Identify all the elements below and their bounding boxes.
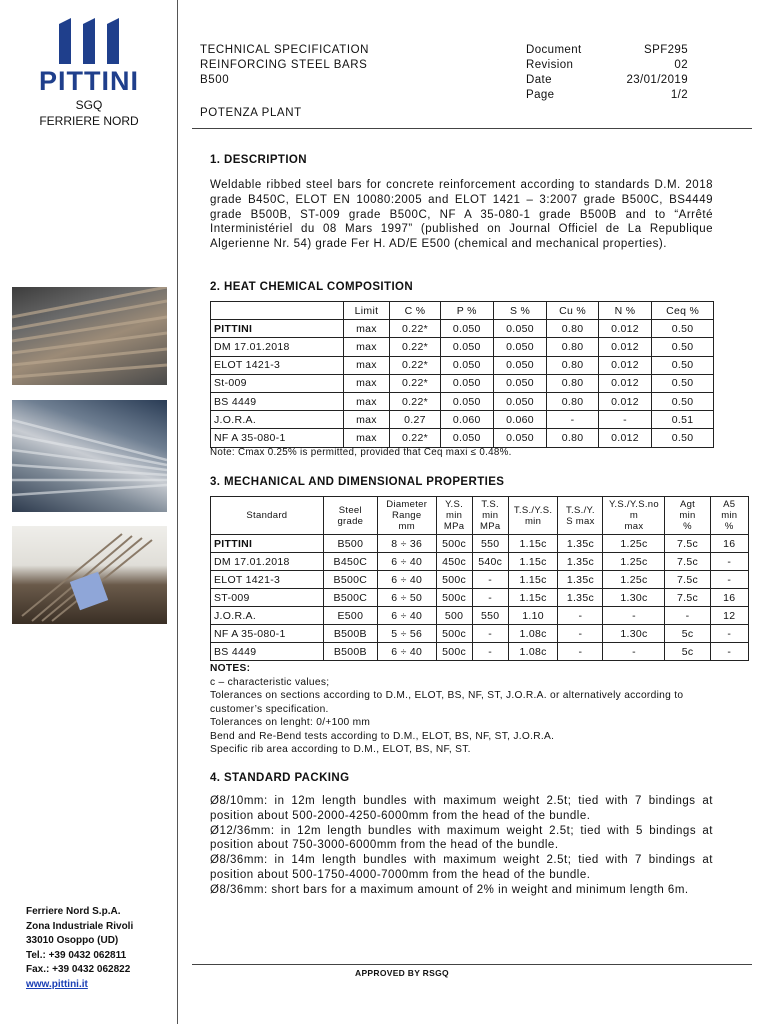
table-row [211, 625, 749, 643]
company-info [26, 905, 133, 992]
table-cell: 0.012 [598, 356, 651, 374]
header-line: m [629, 510, 639, 521]
table-cell: 550 [472, 607, 508, 625]
header-line: Agt [679, 499, 696, 510]
table-header-cell: N % [598, 302, 651, 320]
table-cell: 8 ÷ 36 [377, 535, 436, 553]
table-header-cell [508, 497, 558, 535]
table-cell: 0.050 [440, 374, 493, 392]
table-cell: 0.22* [390, 356, 440, 374]
header-line: Steel [338, 504, 362, 516]
table-cell: 16 [710, 535, 748, 553]
brand-logo [0, 18, 178, 129]
table-cell: 0.050 [493, 320, 546, 338]
table-cell: 7.5c [665, 571, 710, 589]
table-header-cell: Cu % [547, 302, 599, 320]
table-header-cell: P % [440, 302, 493, 320]
table-cell: 12 [710, 607, 748, 625]
table-cell: 1.30c [603, 589, 665, 607]
chemical-note: Note: Cmax 0.25% is permitted, provided that Ceq maxi ≤ 0.48%. [210, 447, 512, 458]
table-header-cell: Ceq % [652, 302, 714, 320]
header-divider [192, 128, 752, 129]
table-cell: B500B [323, 643, 377, 661]
table-cell: 0.050 [440, 320, 493, 338]
table-cell: 7.5c [665, 589, 710, 607]
table-cell: - [472, 589, 508, 607]
meta-row [526, 73, 688, 88]
table-row [211, 643, 749, 661]
doc-title-line-2: REINFORCING STEEL BARS [200, 59, 368, 71]
table-body [211, 535, 749, 661]
table-cell: 5c [665, 625, 710, 643]
table-header-cell [377, 497, 436, 535]
table-cell: 0.50 [652, 338, 714, 356]
table-cell: BS 4449 [211, 392, 344, 410]
table-cell: B500C [323, 589, 377, 607]
table-cell: 1.30c [603, 625, 665, 643]
table-cell: 0.22* [390, 429, 440, 447]
table-cell: 1.35c [558, 571, 603, 589]
packing-text [210, 794, 713, 898]
meta-row [526, 88, 688, 103]
table-cell: 7.5c [665, 553, 710, 571]
table-cell: - [558, 607, 603, 625]
brand-sub-ferriere: FERRIERE NORD [39, 114, 139, 128]
header-line: Diameter [386, 499, 428, 510]
steel-bars-photo-2 [12, 400, 167, 512]
table-cell: 0.22* [390, 392, 440, 410]
header-line: min [482, 510, 499, 521]
table-cell: 0.80 [547, 374, 599, 392]
company-address-1: Zona Industriale Rivoli [26, 920, 134, 932]
table-cell: 0.51 [652, 411, 714, 429]
table-cell: 500c [436, 625, 472, 643]
table-header-row [211, 302, 714, 320]
note-line: c – characteristic values; [210, 676, 330, 688]
mechanical-properties-table [210, 496, 749, 661]
table-cell: 1.15c [508, 535, 558, 553]
table-cell: ST-009 [211, 589, 324, 607]
steel-bars-photo-3 [12, 526, 167, 624]
table-cell: 0.050 [440, 338, 493, 356]
company-name: Ferriere Nord S.p.A. [26, 906, 121, 917]
rebar-bundle-image [12, 526, 167, 624]
table-cell: max [343, 392, 390, 410]
table-cell: B500B [323, 625, 377, 643]
doc-meta-block [526, 43, 688, 103]
table-cell: 0.27 [390, 411, 440, 429]
table-cell: 0.80 [547, 392, 599, 410]
header-line: T.S. [481, 499, 499, 510]
table-cell: 1.15c [508, 571, 558, 589]
table-cell: 5c [665, 643, 710, 661]
table-row [211, 320, 714, 338]
table-cell: max [343, 374, 390, 392]
table-cell: ELOT 1421-3 [211, 356, 344, 374]
table-cell: 0.060 [493, 411, 546, 429]
table-cell: 0.22* [390, 338, 440, 356]
table-cell: E500 [323, 607, 377, 625]
table-row [211, 607, 749, 625]
table-row [211, 589, 749, 607]
meta-label: Page [526, 89, 555, 101]
table-header-cell [710, 497, 748, 535]
header-line: Y.S. [445, 499, 464, 510]
table-cell: ELOT 1421-3 [211, 571, 324, 589]
meta-value: SPF295 [644, 44, 688, 56]
company-tel: Tel.: +39 0432 062811 [26, 949, 127, 961]
table-header-cell: S % [493, 302, 546, 320]
notes-title: NOTES: [210, 663, 251, 674]
header-line: % [724, 521, 734, 532]
table-cell: 7.5c [665, 535, 710, 553]
table-cell: 0.50 [652, 392, 714, 410]
table-cell: 0.050 [493, 429, 546, 447]
table-cell: - [710, 643, 748, 661]
table-cell: 1.15c [508, 553, 558, 571]
table-cell: 0.050 [440, 392, 493, 410]
note-line: Tolerances on lenght: 0/+100 mm [210, 717, 371, 728]
table-cell: 0.50 [652, 429, 714, 447]
header-line: min [524, 515, 542, 527]
meta-label: Date [526, 74, 552, 86]
packing-line: Ø8/10mm: in 12m length bundles with maximum weight 2.5t; tied with 7 bindings at position about 500-2000-4250-6000mm from the head of the bundle. [210, 795, 713, 822]
table-row [211, 356, 714, 374]
table-cell: - [472, 643, 508, 661]
table-cell: 1.35c [558, 553, 603, 571]
table-cell: - [603, 607, 665, 625]
header-line: Standard [246, 510, 288, 521]
table-cell: 0.050 [493, 374, 546, 392]
table-cell: 0.050 [440, 356, 493, 374]
table-cell: - [547, 411, 599, 429]
sidebar [0, 0, 178, 1024]
table-header-cell [558, 497, 603, 535]
table-cell: 6 ÷ 40 [377, 643, 436, 661]
table-cell: 1.15c [508, 589, 558, 607]
doc-title-line-3: B500 [200, 74, 230, 86]
table-cell: 0.050 [493, 392, 546, 410]
table-row [211, 392, 714, 410]
section-1-title: 1. DESCRIPTION [210, 154, 307, 166]
header-line: max [624, 521, 644, 532]
table-cell: 1.25c [603, 571, 665, 589]
table-cell: 500c [436, 571, 472, 589]
meta-label: Document [526, 44, 582, 56]
brand-sub-sgq: SGQ [75, 98, 103, 112]
meta-value: 23/01/2019 [626, 74, 688, 86]
table-cell: - [603, 643, 665, 661]
table-cell: 1.25c [603, 535, 665, 553]
table-cell: max [343, 320, 390, 338]
table-cell: - [710, 553, 748, 571]
section-4-title: 4. STANDARD PACKING [210, 772, 350, 784]
table-cell: 0.050 [493, 356, 546, 374]
table-cell: 0.50 [652, 356, 714, 374]
table-cell: B450C [323, 553, 377, 571]
table-row [211, 571, 749, 589]
section-2-title: 2. HEAT CHEMICAL COMPOSITION [210, 281, 414, 293]
doc-title-block [200, 43, 369, 88]
table-cell: max [343, 338, 390, 356]
table-cell: PITTINI [211, 320, 344, 338]
table-cell: max [343, 429, 390, 447]
table-row [211, 535, 749, 553]
approval-label: APPROVED BY RSGQ [355, 968, 449, 978]
table-cell: DM 17.01.2018 [211, 553, 324, 571]
table-row [211, 553, 749, 571]
header-line: T.S./Y.S. [513, 504, 553, 516]
header-line: mm [398, 521, 415, 532]
table-cell: 0.012 [598, 374, 651, 392]
table-header-cell [472, 497, 508, 535]
packing-line: Ø8/36mm: short bars for a maximum amount of 2% in weight and minimum length 6m. [210, 883, 689, 896]
plant-name: POTENZA PLANT [200, 107, 302, 119]
pittini-logo-icon [57, 18, 121, 64]
table-cell: 6 ÷ 40 [377, 607, 436, 625]
table-cell: 0.80 [547, 429, 599, 447]
header-line: min [721, 510, 738, 521]
table-row [211, 429, 714, 447]
section-3-title: 3. MECHANICAL AND DIMENSIONAL PROPERTIES [210, 476, 505, 488]
table-cell: 1.35c [558, 535, 603, 553]
header-line: MPa [479, 521, 501, 532]
table-cell: DM 17.01.2018 [211, 338, 344, 356]
table-body [211, 320, 714, 447]
header-line: min [679, 510, 696, 521]
table-cell: 500c [436, 643, 472, 661]
packing-line: Ø8/36mm: in 14m length bundles with maximum weight 2.5t; tied with 7 bindings at position about 500-1750-4000-7000mm from the head of the bundle. [210, 854, 713, 881]
table-cell: max [343, 356, 390, 374]
table-cell: 0.012 [598, 320, 651, 338]
table-header-cell [323, 497, 377, 535]
table-cell: - [598, 411, 651, 429]
table-cell: 500c [436, 535, 472, 553]
table-cell: 0.80 [547, 356, 599, 374]
table-cell: 1.08c [508, 643, 558, 661]
table-cell: - [665, 607, 710, 625]
steel-bars-photo-1 [12, 287, 167, 385]
meta-value: 1/2 [670, 89, 688, 101]
header-line: Y.S./Y.S.no [609, 499, 659, 510]
table-row [211, 338, 714, 356]
table-cell: - [472, 625, 508, 643]
packing-line: Ø12/36mm: in 12m length bundles with maximum weight 2.5t; tied with 5 bindings at position about 750-3000-6000mm from the head of the bundle. [210, 824, 713, 852]
table-row [211, 411, 714, 429]
table-cell: 0.80 [547, 320, 599, 338]
header-line: T.S./Y. [566, 504, 595, 516]
table-cell: 6 ÷ 40 [377, 553, 436, 571]
table-cell: 0.050 [440, 429, 493, 447]
table-cell: 1.10 [508, 607, 558, 625]
table-header-cell: Limit [343, 302, 390, 320]
header-line: grade [337, 515, 364, 527]
meta-label: Revision [526, 59, 574, 71]
header-line: Range [391, 510, 422, 521]
table-cell: 6 ÷ 50 [377, 589, 436, 607]
table-cell: NF A 35-080-1 [211, 429, 344, 447]
doc-title-line-1: TECHNICAL SPECIFICATION [200, 44, 370, 56]
table-cell: 0.012 [598, 392, 651, 410]
table-row [211, 374, 714, 392]
header-line: S max [566, 515, 595, 527]
footer-divider [192, 964, 752, 965]
table-cell: J.O.R.A. [211, 607, 324, 625]
table-cell: 0.80 [547, 338, 599, 356]
company-website-link[interactable]: www.pittini.it [26, 978, 88, 990]
rebar-stack-image [12, 287, 167, 385]
table-header-cell [211, 302, 344, 320]
table-cell: 0.22* [390, 320, 440, 338]
table-cell: 0.50 [652, 320, 714, 338]
table-cell: PITTINI [211, 535, 324, 553]
brand-name: PITTINI [39, 66, 139, 96]
table-cell: J.O.R.A. [211, 411, 344, 429]
chemical-composition-table [210, 301, 714, 448]
table-cell: BS 4449 [211, 643, 324, 661]
table-cell: B500 [323, 535, 377, 553]
table-header-cell [211, 497, 324, 535]
table-header-cell [603, 497, 665, 535]
table-cell: 1.35c [558, 589, 603, 607]
company-address-2: 33010 Osoppo (UD) [26, 935, 119, 946]
note-line: Specific rib area according to D.M., ELOT, BS, NF, ST. [210, 744, 471, 755]
table-cell: 5 ÷ 56 [377, 625, 436, 643]
note-line: Bend and Re-Bend tests according to D.M., ELOT, BS, NF, ST, J.O.R.A. [210, 730, 555, 742]
table-cell: 6 ÷ 40 [377, 571, 436, 589]
table-cell: B500C [323, 571, 377, 589]
table-cell: 0.050 [493, 338, 546, 356]
table-cell: - [710, 571, 748, 589]
meta-row [526, 43, 688, 58]
table-header-cell [436, 497, 472, 535]
table-cell: St-009 [211, 374, 344, 392]
header-line: A5 [723, 499, 736, 510]
table-cell: - [558, 643, 603, 661]
table-cell: 1.25c [603, 553, 665, 571]
table-cell: 500c [436, 589, 472, 607]
company-fax: Fax.: +39 0432 062822 [26, 964, 131, 975]
header-line: % [683, 521, 692, 532]
table-cell: 16 [710, 589, 748, 607]
table-cell: 0.060 [440, 411, 493, 429]
table-cell: 0.50 [652, 374, 714, 392]
header-line: MPa [443, 521, 465, 532]
table-cell: 1.08c [508, 625, 558, 643]
rebar-closeup-image [12, 400, 167, 512]
table-cell: - [472, 571, 508, 589]
table-cell: 500 [436, 607, 472, 625]
meta-row [526, 58, 688, 73]
table-cell: 0.22* [390, 374, 440, 392]
table-cell: - [710, 625, 748, 643]
table-cell: 0.012 [598, 429, 651, 447]
table-cell: 540c [472, 553, 508, 571]
table-cell: - [558, 625, 603, 643]
table-header-cell [665, 497, 710, 535]
mechanical-notes [210, 662, 713, 757]
description-text: Weldable ribbed steel bars for concrete reinforcement according to standards D.M. 2018 grade B450C, ELOT EN 10080:2005 and ELOT 1421 – 3:2007 grade B500C, BS4449 grade B500B, ST-009 grade B500C, NF A 35-080-1 grade B500B and to “Arrêté Interministériel du 08 Mars 1997” (published on Journal Officiel de La Republique Algerienne Nr. 54) grade Fer H. AD/E E500 (chemical and mechanical properties). [210, 179, 713, 251]
table-header-row [211, 497, 749, 535]
table-cell: 550 [472, 535, 508, 553]
table-cell: NF A 35-080-1 [211, 625, 324, 643]
meta-value: 02 [674, 59, 688, 71]
note-line: Tolerances on sections according to D.M., ELOT, BS, NF, ST, J.O.R.A. or alternatively according to customer’s specification. [210, 690, 684, 715]
table-cell: max [343, 411, 390, 429]
table-header-cell: C % [390, 302, 440, 320]
header-line: min [446, 510, 463, 521]
table-cell: 450c [436, 553, 472, 571]
table-cell: 0.012 [598, 338, 651, 356]
